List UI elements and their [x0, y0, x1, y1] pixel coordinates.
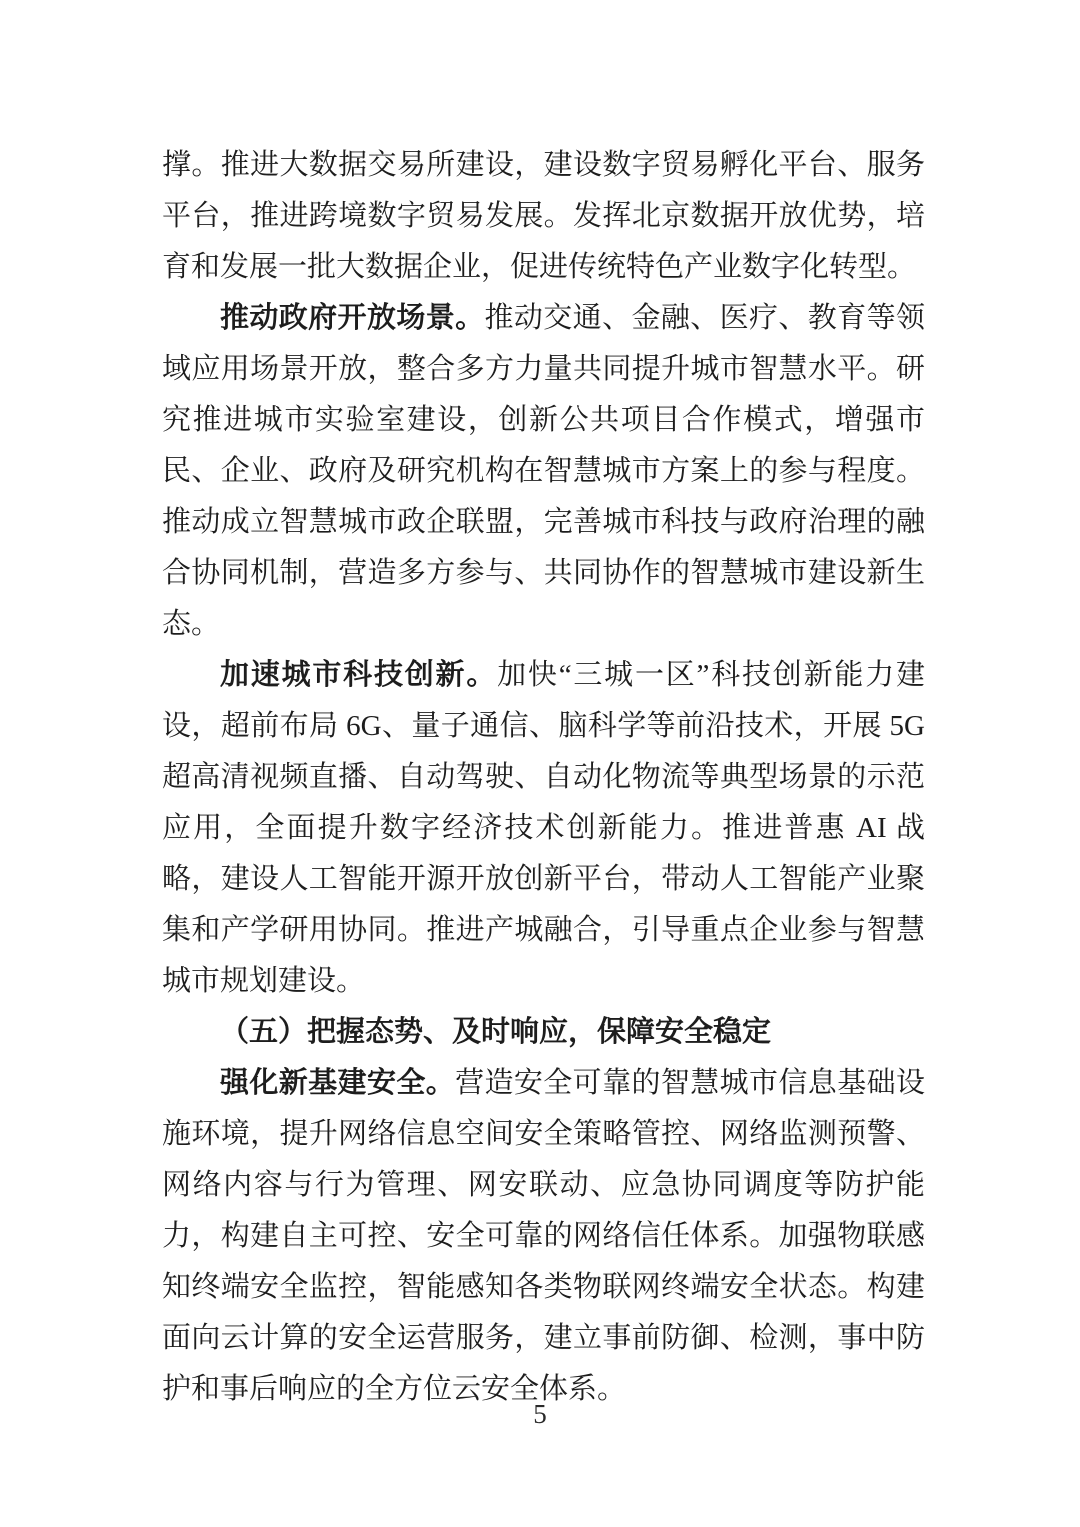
document-body — [162, 140, 925, 1415]
paragraph-lead: 强化新基建安全。 — [220, 1067, 456, 1099]
paragraph-text: 加快“三城一区”科技创新能力建设，超前布局 6G、量子通信、脑科学等前沿技术，开展 5G 超高清视频直播、自动驾驶、自动化物流等典型场景的示范应用，全面提升数字经济技术创新能力。推进普惠 AI 战略，建设人工智能开源开放创新平台，带动人工智能产业聚集和产学研用协同。推进产城融合，引导重点企业参与智慧城市规划建设。 — [162, 659, 925, 997]
paragraph-text: 推动交通、金融、医疗、教育等领域应用场景开放，整合多方力量共同提升城市智慧水平。研究推进城市实验室建设，创新公共项目合作模式，增强市民、企业、政府及研究机构在智慧城市方案上的参与程度。推动成立智慧城市政企联盟，完善城市科技与政府治理的融合协同机制，营造多方参与、共同协作的智慧城市建设新生态。 — [162, 302, 925, 640]
paragraph-lead: 加速城市科技创新。 — [220, 659, 498, 691]
paragraph-lead: 推动政府开放场景。 — [220, 302, 485, 334]
paragraph-text: 撑。推进大数据交易所建设，建设数字贸易孵化平台、服务平台，推进跨境数字贸易发展。发挥北京数据开放优势，培育和发展一批大数据企业，促进传统特色产业数字化转型。 — [162, 149, 925, 283]
paragraph — [162, 293, 925, 650]
paragraph-text: （五）把握态势、及时响应，保障安全稳定 — [220, 1016, 772, 1048]
paragraph — [162, 140, 925, 293]
paragraph — [162, 1058, 925, 1415]
paragraph-text: 营造安全可靠的智慧城市信息基础设施环境，提升网络信息空间安全策略管控、网络监测预警、网络内容与行为管理、网安联动、应急协同调度等防护能力，构建自主可控、安全可靠的网络信任体系。加强物联感知终端安全监控，智能感知各类物联网终端安全状态。构建面向云计算的安全运营服务，建立事前防御、检测，事中防护和事后响应的全方位云安全体系。 — [162, 1067, 925, 1405]
page-number: 5 — [533, 1399, 547, 1429]
paragraph — [162, 650, 925, 1007]
section-heading — [162, 1007, 925, 1058]
